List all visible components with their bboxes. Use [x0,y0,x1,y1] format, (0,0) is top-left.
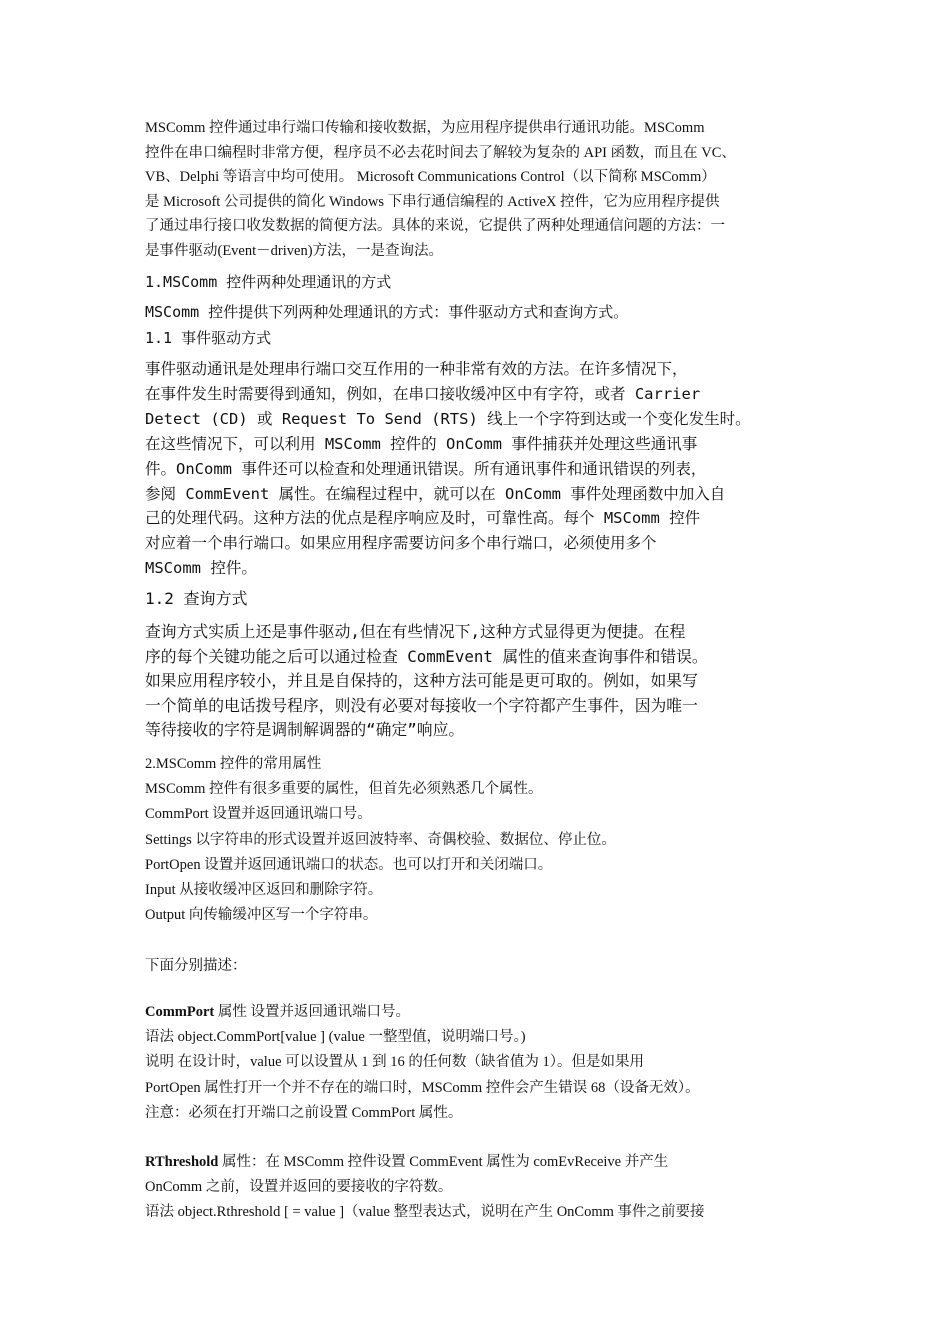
paragraph-line: 一个简单的电话拨号程序，则没有必要对每接收一个字符都产生事件，因为唯一 [145,695,698,715]
paragraph-line: 参阅 CommEvent 属性。在编程过程中，就可以在 OnComm 事件处理函数中加入自 [145,484,726,503]
intro-line: 是 Microsoft 公司提供的简化 Windows 下串行通信编程的 ActiveX 控件，它为应用程序提供 [145,193,720,210]
commport-name: CommPort [145,1004,215,1020]
section-1-heading: 1.MSComm 控件两种处理通讯的方式 [145,273,392,291]
blank-line [145,928,810,953]
property-line: CommPort 设置并返回通讯端口号。 [145,806,372,823]
intro-line: 是事件驱动(Event－driven)方法，一是查询法。 [145,242,444,259]
paragraph-line: 事件驱动通讯是处理串行端口交互作用的一种非常有效的方法。在许多情况下， [145,360,688,378]
rthreshold-syntax: 语法 object.Rthreshold [ = value ]（value 整型表达式，说明在产生 OnComm 事件之前要接 [145,1204,705,1221]
paragraph-line: 对应着一个串行端口。如果应用程序需要访问多个串行端口，必须使用多个 [145,534,657,553]
paragraph-line: MSComm 控件。 [145,559,257,578]
intro-line: 控件在串口编程时非常方便，程序员不必去花时间去了解较为复杂的 API 函数，而且在 VC、 [145,144,736,161]
paragraph-line: 件。OnComm 事件还可以检查和处理通讯错误。所有通讯事件和通讯错误的列表， [145,459,707,478]
intro-line: 了通过串行接口收发数据的简便方法。具体的来说，它提供了两种处理通信问题的方法：一 [145,218,725,234]
paragraph-line: 如果应用程序较小，并且是自保持的，这种方法可能是更可取的。例如，如果写 [145,671,698,690]
event-driven-paragraph [145,357,817,581]
paragraph-line: Detect (CD) 或 Request To Send (RTS) 线上一个字符到达或一个变化发生时。 [145,409,751,428]
commport-note: 注意：必须在打开端口之前设置 CommPort 属性。 [145,1104,463,1121]
rthreshold-title [145,1150,810,1175]
commport-desc: PortOpen 属性打开一个并不存在的端口时，MSComm 控件会产生错误 68（设备无效）。 [145,1079,700,1096]
intro-line: MSComm 控件通过串行端口传输和接收数据，为应用程序提供串行通讯功能。MSComm [145,120,705,136]
property-line: PortOpen 设置并返回通讯端口的状态。也可以打开和关闭端口。 [145,856,553,873]
subsection-1-1-heading: 1.1 事件驱动方式 [145,329,272,347]
commport-syntax: 语法 object.CommPort[value ] (value 一整型值，说明端口号。) [145,1029,526,1046]
rthreshold-desc: OnComm 之前，设置并返回的要接收的字符数。 [145,1179,453,1196]
paragraph-line: 序的每个关键功能之后可以通过检查 CommEvent 属性的值来查询事件和错误。 [145,646,708,666]
property-line: Settings 以字符串的形式设置并返回波特率、奇偶校验、数据位、停止位。 [145,831,616,848]
commport-desc: 说明 在设计时，value 可以设置从 1 到 16 的任何数（缺省值为 1）。但是如果用 [145,1054,645,1071]
paragraph-line: 在事件发生时需要得到通知，例如，在串口接收缓冲区中有字符，或者 Carrier [145,384,701,403]
section-2-heading: 2.MSComm 控件的常用属性 [145,756,322,772]
section-2-properties [145,752,810,979]
polling-paragraph [145,620,817,743]
property-line: Input 从接收缓冲区返回和删除字符。 [145,882,383,899]
intro-paragraph [145,116,810,263]
paragraph-line: 在这些情况下，可以利用 MSComm 控件的 OnComm 事件捕获并处理这些通讯事 [145,434,698,453]
paragraph-line: 查询方式实质上还是事件驱动,但在有些情况下,这种方式显得更为便捷。在程 [145,622,686,641]
paragraph-line: 己的处理代码。这种方法的优点是程序响应及时，可靠性高。每个 MSComm 控件 [145,509,701,528]
intro-line: VB、Delphi 等语言中均可使用。 Microsoft Communications Control（以下简称 MSComm） [145,169,716,185]
subsection-1-2-heading: 1.2 查询方式 [145,589,248,608]
rthreshold-block [145,1150,810,1226]
commport-title [145,1000,810,1025]
commport-block [145,1000,810,1126]
paragraph-line: 等待接收的字符是调制解调器的“确定”响应。 [145,720,465,739]
property-line: MSComm 控件有很多重要的属性，但首先必须熟悉几个属性。 [145,781,543,798]
rthreshold-title-rest: 属性：在 MSComm 控件设置 CommEvent 属性为 comEvReceive 并产生 [218,1154,669,1170]
rthreshold-name: RThreshold [145,1154,219,1170]
commport-title-rest: 属性 设置并返回通讯端口号。 [214,1004,411,1020]
section-1-summary: MSComm 控件提供下列两种处理通讯的方式：事件驱动方式和查询方式。 [145,303,629,321]
property-line: Output 向传输缓冲区写一个字符串。 [145,907,378,924]
describe-intro: 下面分别描述： [145,957,247,974]
